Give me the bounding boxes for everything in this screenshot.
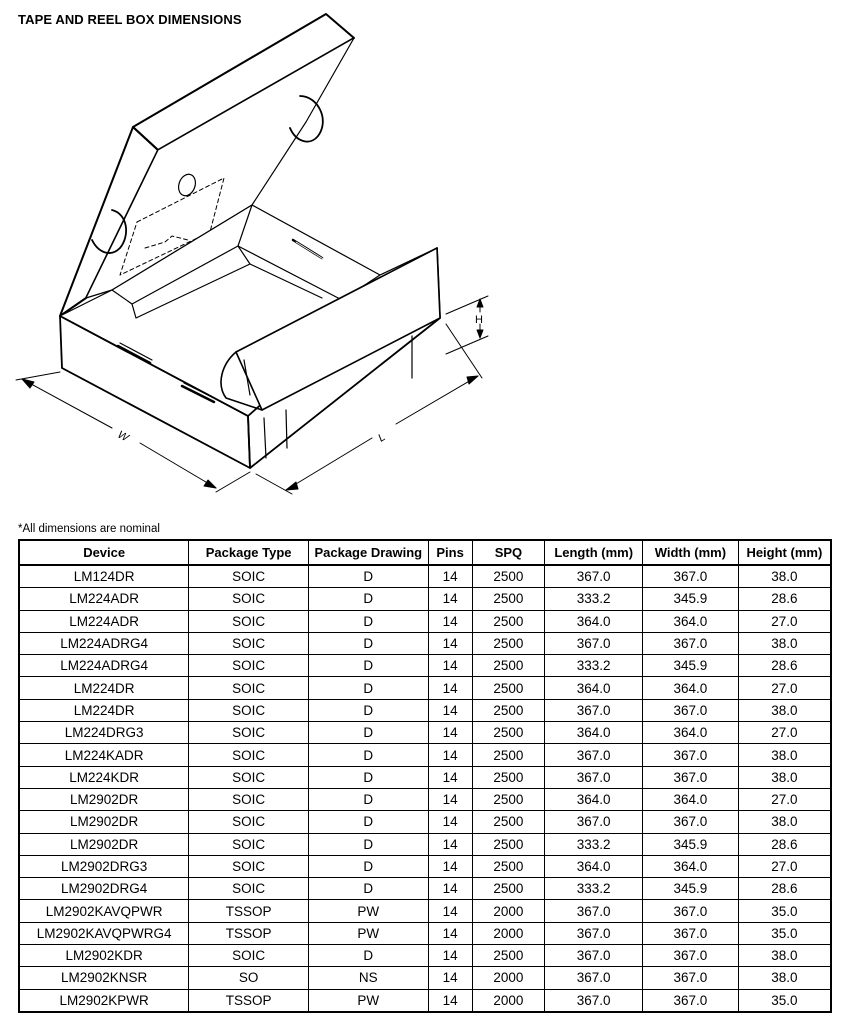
cell-package-drawing: PW [308, 922, 428, 944]
cell-package-type: SOIC [189, 565, 309, 588]
cell-length: 364.0 [545, 788, 643, 810]
cell-pins: 14 [428, 744, 472, 766]
cell-package-type: SOIC [189, 722, 309, 744]
cell-spq: 2000 [472, 967, 545, 989]
cell-width: 367.0 [643, 565, 739, 588]
table-row [19, 565, 831, 588]
table-row [19, 677, 831, 699]
cell-width: 367.0 [643, 967, 739, 989]
header-length: Length (mm) [545, 540, 643, 565]
cell-package-drawing: D [308, 766, 428, 788]
cell-length: 367.0 [545, 967, 643, 989]
cell-package-drawing: D [308, 610, 428, 632]
cell-spq: 2500 [472, 632, 545, 654]
cell-device: LM2902KPWR [19, 989, 189, 1012]
cell-package-type: SOIC [189, 766, 309, 788]
cell-length: 367.0 [545, 565, 643, 588]
table-row [19, 945, 831, 967]
cell-device: LM224KADR [19, 744, 189, 766]
cell-pins: 14 [428, 655, 472, 677]
cell-package-type: SOIC [189, 632, 309, 654]
cell-width: 364.0 [643, 610, 739, 632]
cell-package-type: SOIC [189, 677, 309, 699]
table-row [19, 967, 831, 989]
cell-package-type: SOIC [189, 744, 309, 766]
cell-pins: 14 [428, 722, 472, 744]
cell-package-type: SOIC [189, 833, 309, 855]
cell-length: 364.0 [545, 610, 643, 632]
cell-device: LM224DR [19, 677, 189, 699]
cell-package-drawing: NS [308, 967, 428, 989]
cell-height: 35.0 [738, 922, 831, 944]
box-dimensions-table [18, 539, 832, 1013]
cell-length: 367.0 [545, 811, 643, 833]
cell-device: LM224ADRG4 [19, 632, 189, 654]
table-header-row [19, 540, 831, 565]
cell-package-drawing: D [308, 565, 428, 588]
cell-length: 367.0 [545, 922, 643, 944]
cell-package-drawing: D [308, 788, 428, 810]
cell-spq: 2500 [472, 811, 545, 833]
header-package-drawing: Package Drawing [308, 540, 428, 565]
cell-device: LM224ADR [19, 610, 189, 632]
cell-package-type: SOIC [189, 588, 309, 610]
cell-package-drawing: PW [308, 989, 428, 1012]
cell-pins: 14 [428, 878, 472, 900]
cell-height: 38.0 [738, 945, 831, 967]
cell-package-type: SOIC [189, 811, 309, 833]
cell-package-drawing: D [308, 632, 428, 654]
cell-pins: 14 [428, 588, 472, 610]
table-row [19, 744, 831, 766]
cell-spq: 2500 [472, 565, 545, 588]
cell-pins: 14 [428, 699, 472, 721]
box-dimension-drawing [0, 0, 520, 505]
cell-package-type: SOIC [189, 855, 309, 877]
table-row [19, 699, 831, 721]
header-pins: Pins [428, 540, 472, 565]
cell-pins: 14 [428, 677, 472, 699]
cell-package-drawing: D [308, 878, 428, 900]
cell-package-drawing: D [308, 677, 428, 699]
cell-package-type: TSSOP [189, 900, 309, 922]
cell-spq: 2500 [472, 766, 545, 788]
cell-pins: 14 [428, 989, 472, 1012]
cell-spq: 2500 [472, 610, 545, 632]
cell-device: LM2902DR [19, 788, 189, 810]
cell-width: 367.0 [643, 989, 739, 1012]
cell-length: 364.0 [545, 722, 643, 744]
cell-package-type: SOIC [189, 655, 309, 677]
cell-spq: 2500 [472, 855, 545, 877]
cell-spq: 2500 [472, 588, 545, 610]
table-row [19, 766, 831, 788]
table-row [19, 632, 831, 654]
cell-height: 38.0 [738, 699, 831, 721]
cell-device: LM224ADR [19, 588, 189, 610]
cell-height: 27.0 [738, 788, 831, 810]
cell-height: 27.0 [738, 722, 831, 744]
page-title: TAPE AND REEL BOX DIMENSIONS [18, 12, 242, 27]
cell-device: LM2902DRG3 [19, 855, 189, 877]
cell-width: 367.0 [643, 811, 739, 833]
table-row [19, 855, 831, 877]
table-row [19, 811, 831, 833]
cell-pins: 14 [428, 788, 472, 810]
header-device: Device [19, 540, 189, 565]
cell-width: 364.0 [643, 722, 739, 744]
table-row [19, 788, 831, 810]
cell-package-drawing: D [308, 722, 428, 744]
width-label: W [115, 428, 131, 445]
cell-package-drawing: D [308, 811, 428, 833]
height-label: H [475, 314, 483, 326]
cell-length: 333.2 [545, 878, 643, 900]
dimensions-note: *All dimensions are nominal [18, 523, 160, 535]
table-body [19, 565, 831, 1012]
cell-package-type: SOIC [189, 945, 309, 967]
cell-pins: 14 [428, 922, 472, 944]
cell-device: LM224DRG3 [19, 722, 189, 744]
cell-package-drawing: PW [308, 900, 428, 922]
cell-device: LM2902DRG4 [19, 878, 189, 900]
table-row [19, 878, 831, 900]
cell-package-type: SOIC [189, 788, 309, 810]
cell-width: 345.9 [643, 878, 739, 900]
cell-length: 367.0 [545, 989, 643, 1012]
cell-spq: 2500 [472, 945, 545, 967]
cell-length: 364.0 [545, 855, 643, 877]
cell-height: 28.6 [738, 588, 831, 610]
cell-height: 28.6 [738, 833, 831, 855]
cell-device: LM2902KAVQPWR [19, 900, 189, 922]
table-row [19, 833, 831, 855]
header-package-type: Package Type [189, 540, 309, 565]
cell-height: 35.0 [738, 900, 831, 922]
cell-spq: 2500 [472, 878, 545, 900]
length-label: L [376, 431, 388, 445]
cell-spq: 2500 [472, 788, 545, 810]
cell-length: 367.0 [545, 632, 643, 654]
cell-height: 27.0 [738, 677, 831, 699]
cell-length: 333.2 [545, 655, 643, 677]
cell-width: 367.0 [643, 766, 739, 788]
cell-package-type: TSSOP [189, 989, 309, 1012]
cell-spq: 2500 [472, 833, 545, 855]
cell-pins: 14 [428, 565, 472, 588]
cell-pins: 14 [428, 811, 472, 833]
cell-device: LM224ADRG4 [19, 655, 189, 677]
cell-spq: 2000 [472, 900, 545, 922]
cell-pins: 14 [428, 855, 472, 877]
cell-package-type: SOIC [189, 878, 309, 900]
cell-width: 345.9 [643, 588, 739, 610]
cell-package-drawing: D [308, 945, 428, 967]
cell-height: 38.0 [738, 811, 831, 833]
cell-width: 345.9 [643, 833, 739, 855]
cell-device: LM2902KDR [19, 945, 189, 967]
cell-height: 38.0 [738, 565, 831, 588]
header-spq: SPQ [472, 540, 545, 565]
cell-package-type: SOIC [189, 699, 309, 721]
cell-height: 38.0 [738, 766, 831, 788]
cell-device: LM124DR [19, 565, 189, 588]
cell-height: 28.6 [738, 655, 831, 677]
cell-width: 367.0 [643, 922, 739, 944]
cell-device: LM224KDR [19, 766, 189, 788]
table-row [19, 922, 831, 944]
cell-package-drawing: D [308, 655, 428, 677]
cell-length: 367.0 [545, 744, 643, 766]
cell-length: 367.0 [545, 900, 643, 922]
cell-package-drawing: D [308, 833, 428, 855]
cell-device: LM2902KNSR [19, 967, 189, 989]
cell-width: 345.9 [643, 655, 739, 677]
cell-pins: 14 [428, 945, 472, 967]
cell-package-drawing: D [308, 588, 428, 610]
cell-width: 364.0 [643, 788, 739, 810]
table-row [19, 588, 831, 610]
header-height: Height (mm) [738, 540, 831, 565]
table-row [19, 655, 831, 677]
cell-spq: 2500 [472, 655, 545, 677]
cell-length: 367.0 [545, 945, 643, 967]
cell-device: LM2902KAVQPWRG4 [19, 922, 189, 944]
cell-length: 333.2 [545, 833, 643, 855]
cell-height: 38.0 [738, 744, 831, 766]
table-row [19, 900, 831, 922]
header-width: Width (mm) [643, 540, 739, 565]
cell-height: 28.6 [738, 878, 831, 900]
cell-package-drawing: D [308, 855, 428, 877]
cell-width: 367.0 [643, 632, 739, 654]
cell-height: 27.0 [738, 855, 831, 877]
cell-spq: 2000 [472, 922, 545, 944]
cell-spq: 2500 [472, 699, 545, 721]
table-row [19, 722, 831, 744]
cell-height: 35.0 [738, 989, 831, 1012]
cell-length: 367.0 [545, 766, 643, 788]
cell-width: 367.0 [643, 900, 739, 922]
cell-height: 27.0 [738, 610, 831, 632]
cell-length: 364.0 [545, 677, 643, 699]
cell-length: 367.0 [545, 699, 643, 721]
cell-package-type: TSSOP [189, 922, 309, 944]
cell-package-type: SOIC [189, 610, 309, 632]
cell-width: 367.0 [643, 744, 739, 766]
cell-pins: 14 [428, 610, 472, 632]
cell-width: 367.0 [643, 945, 739, 967]
cell-pins: 14 [428, 833, 472, 855]
cell-device: LM2902DR [19, 811, 189, 833]
cell-width: 367.0 [643, 699, 739, 721]
cell-package-type: SO [189, 967, 309, 989]
cell-pins: 14 [428, 766, 472, 788]
cell-width: 364.0 [643, 677, 739, 699]
cell-package-drawing: D [308, 744, 428, 766]
cell-pins: 14 [428, 900, 472, 922]
cell-length: 333.2 [545, 588, 643, 610]
cell-pins: 14 [428, 632, 472, 654]
cell-package-drawing: D [308, 699, 428, 721]
cell-width: 364.0 [643, 855, 739, 877]
cell-spq: 2500 [472, 677, 545, 699]
cell-device: LM2902DR [19, 833, 189, 855]
cell-device: LM224DR [19, 699, 189, 721]
cell-spq: 2000 [472, 989, 545, 1012]
cell-pins: 14 [428, 967, 472, 989]
cell-height: 38.0 [738, 632, 831, 654]
cell-spq: 2500 [472, 744, 545, 766]
cell-height: 38.0 [738, 967, 831, 989]
cell-spq: 2500 [472, 722, 545, 744]
table-row [19, 610, 831, 632]
table-row [19, 989, 831, 1012]
